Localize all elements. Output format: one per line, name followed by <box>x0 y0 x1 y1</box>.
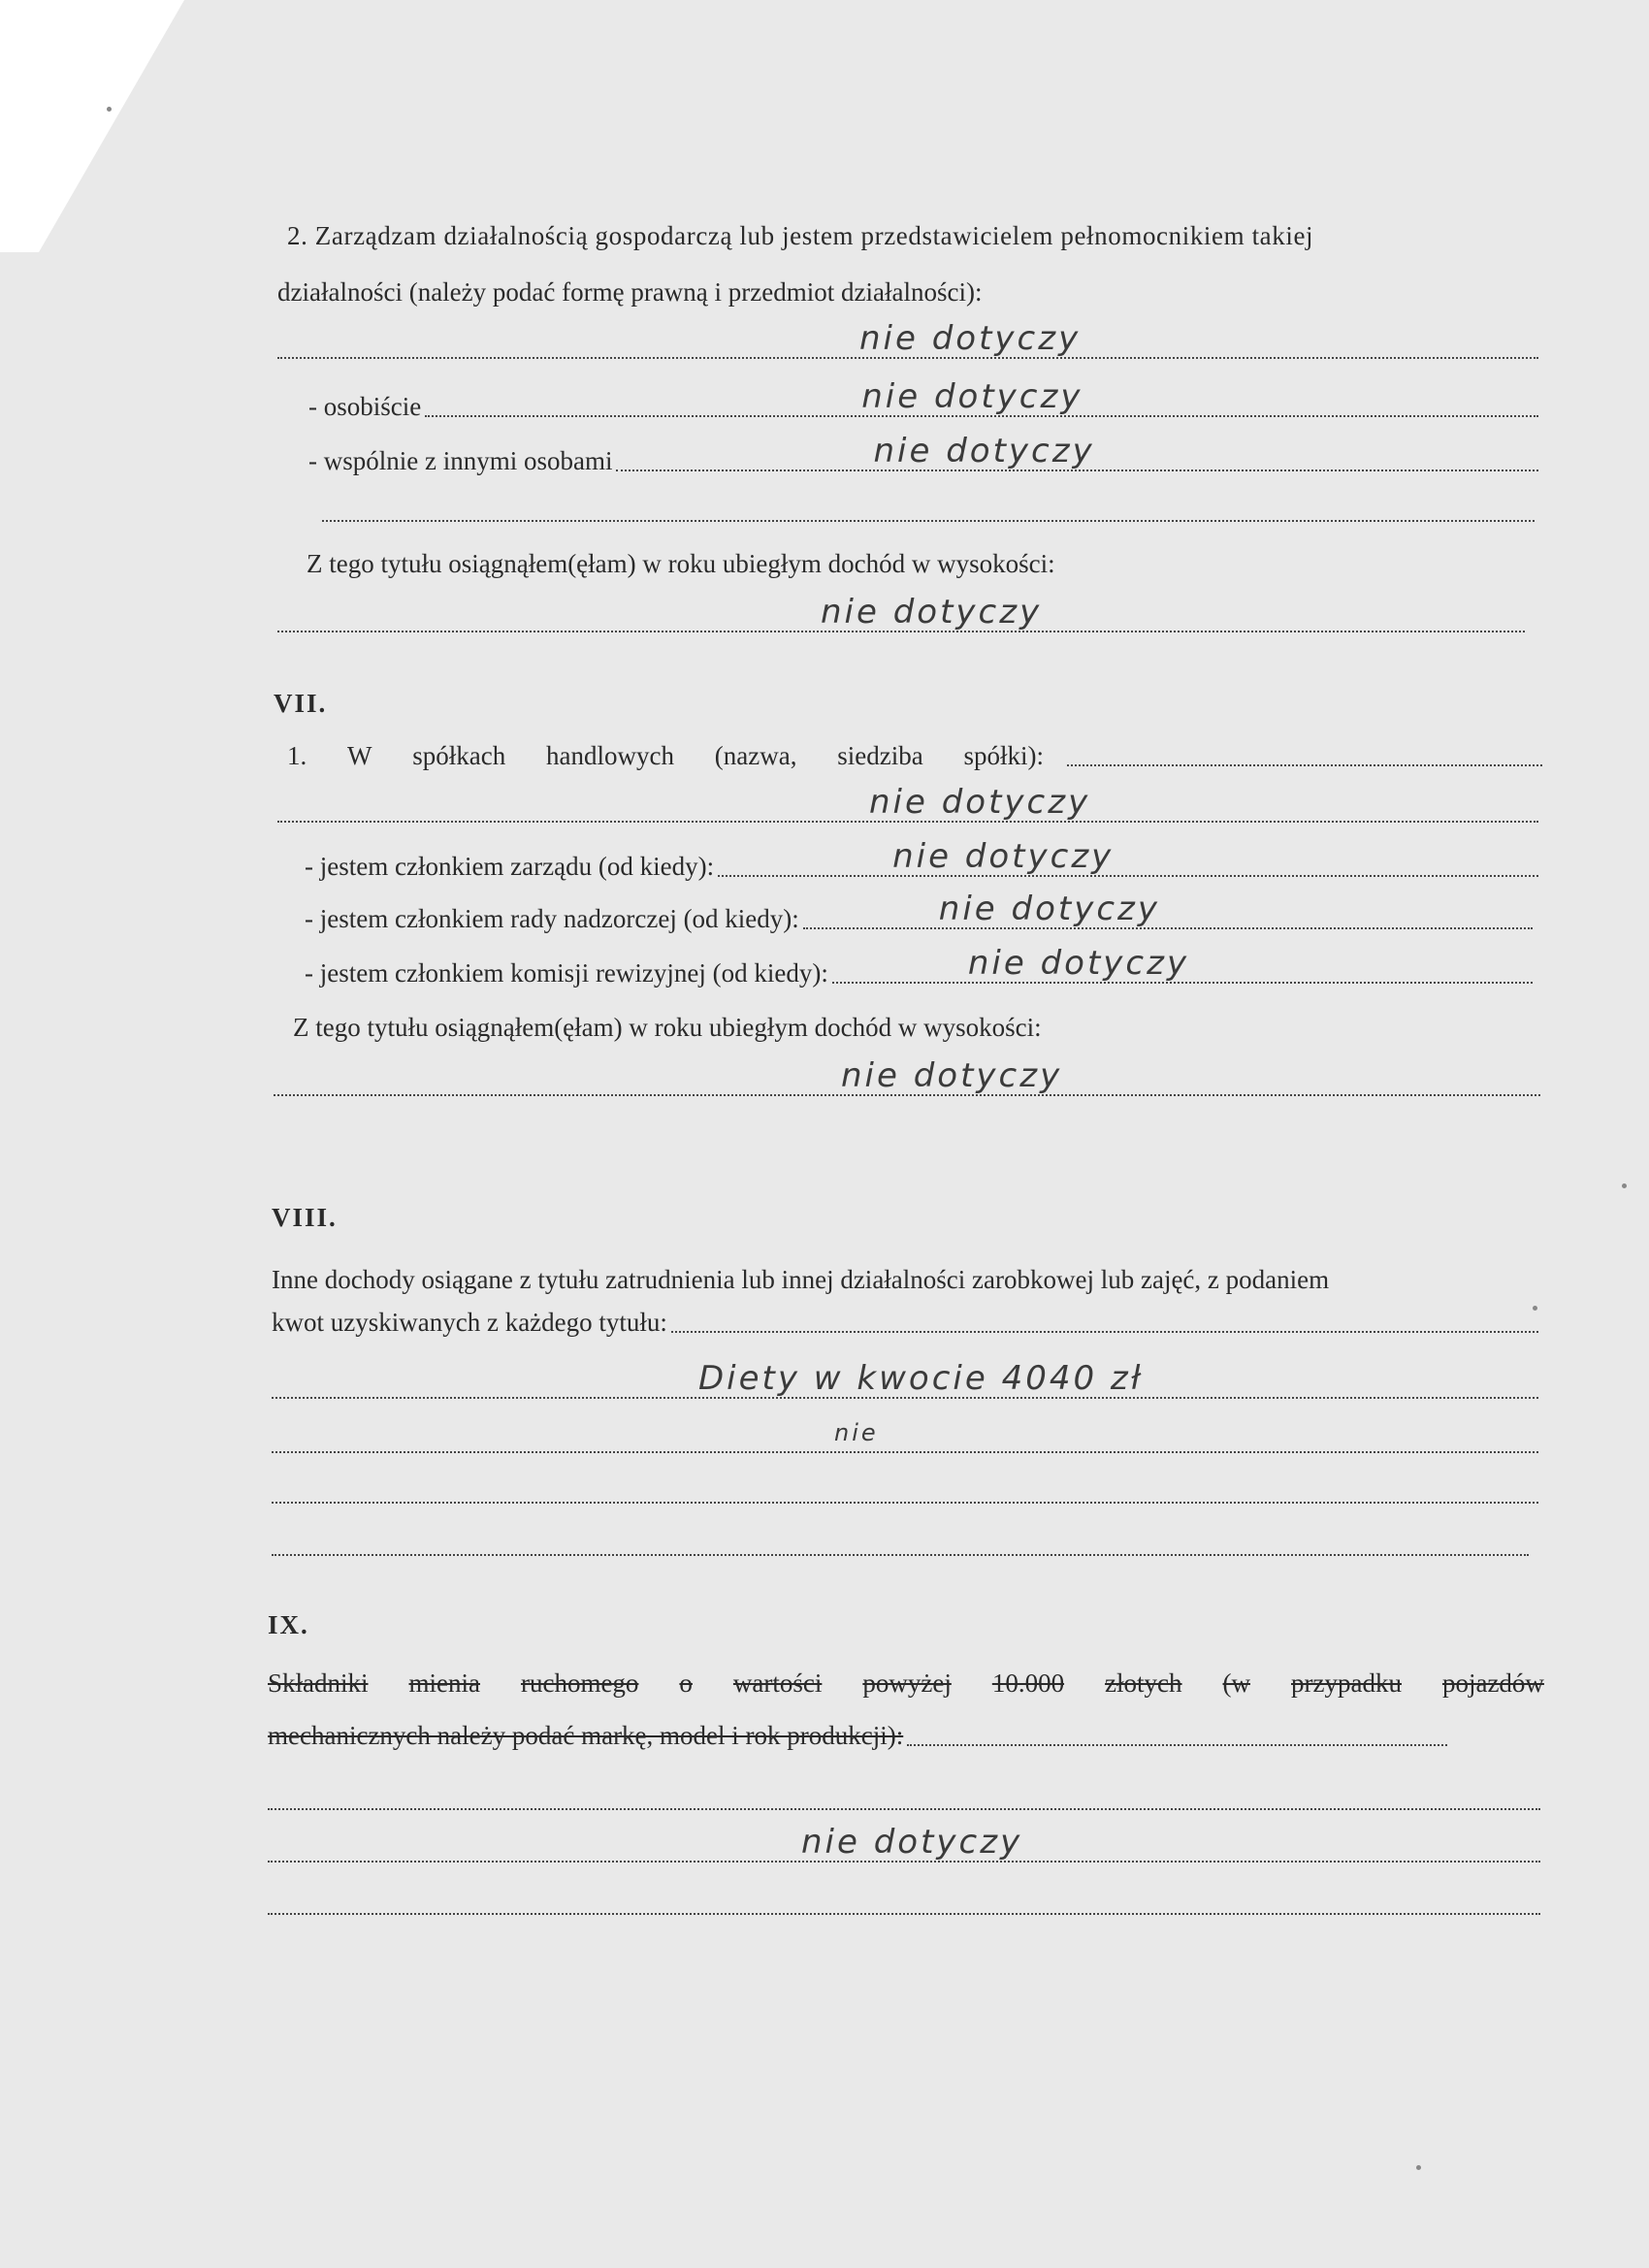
supervisory-board-field[interactable] <box>305 892 1533 933</box>
vi-income-line[interactable] <box>277 593 1525 636</box>
dotted-fill <box>274 1056 1540 1096</box>
personally-label: - osobiście <box>308 392 422 421</box>
scan-speck <box>1622 1183 1627 1188</box>
dotted-fill <box>1067 735 1542 766</box>
companies-label <box>287 741 1048 770</box>
word: o <box>679 1669 693 1698</box>
word: (nazwa, <box>714 741 797 770</box>
scan-speck <box>1416 2165 1421 2170</box>
handwritten-answer: nie dotyczy <box>821 593 1043 632</box>
word: (w <box>1222 1669 1251 1698</box>
dotted-fill <box>272 1525 1529 1556</box>
handwritten-answer: nie dotyczy <box>892 837 1115 876</box>
board-field[interactable] <box>305 837 1538 881</box>
dotted-fill <box>425 377 1538 417</box>
paragraph-2-line-2: działalności (należy podać formę prawną i przedmiot działalności): <box>277 277 983 307</box>
dotted-fill <box>322 491 1535 522</box>
dotted-fill <box>907 1715 1447 1746</box>
handwritten-answer: nie dotyczy <box>967 944 1190 983</box>
word: ruchomego <box>520 1669 639 1698</box>
jointly-extra-line[interactable] <box>322 485 1535 526</box>
word: handlowych <box>546 741 674 770</box>
dotted-fill <box>616 432 1538 471</box>
companies-answer-line[interactable] <box>277 783 1538 826</box>
dotted-fill <box>671 1302 1538 1333</box>
dotted-fill <box>272 1473 1538 1504</box>
audit-committee-field[interactable] <box>305 944 1533 988</box>
handwritten-answer: nie dotyczy <box>861 377 1083 416</box>
handwritten-answer: Diety w kwocie 4040 zł <box>698 1359 1144 1398</box>
vi-income-label: Z tego tytułu osiągnąłem(ęłam) w roku ubiegłym dochód w wysokości: <box>307 549 1055 578</box>
dotted-fill <box>272 1419 1538 1453</box>
viii-answer-line-3[interactable] <box>272 1467 1538 1507</box>
dotted-fill <box>832 944 1533 984</box>
ix-answer-line-3[interactable] <box>268 1878 1540 1919</box>
board-label: - jestem członkiem zarządu (od kiedy): <box>305 852 715 881</box>
supervisory-board-label: - jestem członkiem rady nadzorczej (od kiedy): <box>305 904 799 933</box>
word: mienia <box>408 1669 480 1698</box>
audit-committee-label: - jestem członkiem komisji rewizyjnej (od kiedy): <box>305 958 828 988</box>
dotted-fill <box>268 1823 1540 1863</box>
section-vii-heading: VII. <box>274 689 328 718</box>
dotted-fill <box>718 837 1538 877</box>
viii-answer-line-4[interactable] <box>272 1519 1529 1560</box>
handwritten-answer: nie dotyczy <box>938 890 1161 928</box>
ix-answer-line-2[interactable] <box>268 1823 1540 1866</box>
handwritten-answer: nie dotyczy <box>869 783 1091 822</box>
handwritten-answer: nie dotyczy <box>873 432 1095 470</box>
ix-line-1 <box>268 1669 1544 1698</box>
vii-income-line[interactable] <box>274 1056 1540 1100</box>
word: spółkach <box>412 741 506 770</box>
handwritten-answer: nie <box>834 1419 879 1446</box>
dotted-fill <box>268 1779 1540 1810</box>
dotted-fill <box>277 783 1538 823</box>
dotted-fill <box>277 593 1525 632</box>
section-viii-heading: VIII. <box>272 1203 338 1232</box>
ix-vehicles-field[interactable] <box>268 1709 1447 1750</box>
jointly-label: - wspólnie z innymi osobami <box>308 446 613 475</box>
word: przypadku <box>1291 1669 1402 1698</box>
viii-answer-line-2[interactable] <box>272 1416 1538 1457</box>
handwritten-answer: nie dotyczy <box>801 1823 1023 1862</box>
section-ix-heading: IX. <box>268 1610 309 1639</box>
scan-speck <box>107 107 112 112</box>
dotted-fill <box>277 319 1538 359</box>
word: W <box>347 741 372 770</box>
viii-amounts-field[interactable] <box>272 1296 1538 1337</box>
word: siedziba <box>837 741 923 770</box>
dotted-fill <box>268 1884 1540 1915</box>
companies-field[interactable] <box>287 729 1542 770</box>
scan-speck <box>1533 1306 1537 1311</box>
p2-answer-line[interactable] <box>277 319 1538 363</box>
viii-line-2: kwot uzyskiwanych z każdego tytułu: <box>272 1308 667 1337</box>
handwritten-answer: nie dotyczy <box>841 1056 1063 1095</box>
viii-answer-line-1[interactable] <box>272 1359 1538 1403</box>
dotted-fill <box>272 1359 1538 1399</box>
jointly-field[interactable] <box>308 432 1538 475</box>
ix-line-2: mechanicznych należy podać markę, model i rok produkcji): <box>268 1721 904 1750</box>
word: powyżej <box>862 1669 952 1698</box>
word: spółki): <box>963 741 1044 770</box>
word: wartości <box>732 1669 823 1698</box>
handwritten-answer: nie dotyczy <box>859 319 1082 358</box>
word: złotych <box>1105 1669 1182 1698</box>
word: 1. <box>287 741 307 770</box>
word: 10.000 <box>991 1669 1065 1698</box>
dotted-fill <box>803 890 1533 929</box>
paragraph-2-line-1: 2. Zarządzam działalnością gospodarczą lub jestem przedstawicielem pełnomocnikiem takiej <box>287 221 1314 250</box>
personally-field[interactable] <box>308 377 1538 421</box>
word: pojazdów <box>1441 1669 1544 1698</box>
vii-income-label: Z tego tytułu osiągnąłem(ęłam) w roku ubiegłym dochód w wysokości: <box>293 1013 1042 1042</box>
viii-line-1: Inne dochody osiągane z tytułu zatrudnienia lub innej działalności zarobkowej lub zajęć, z podaniem <box>272 1265 1330 1294</box>
word: Składniki <box>268 1669 369 1698</box>
ix-answer-line-1[interactable] <box>268 1773 1540 1814</box>
